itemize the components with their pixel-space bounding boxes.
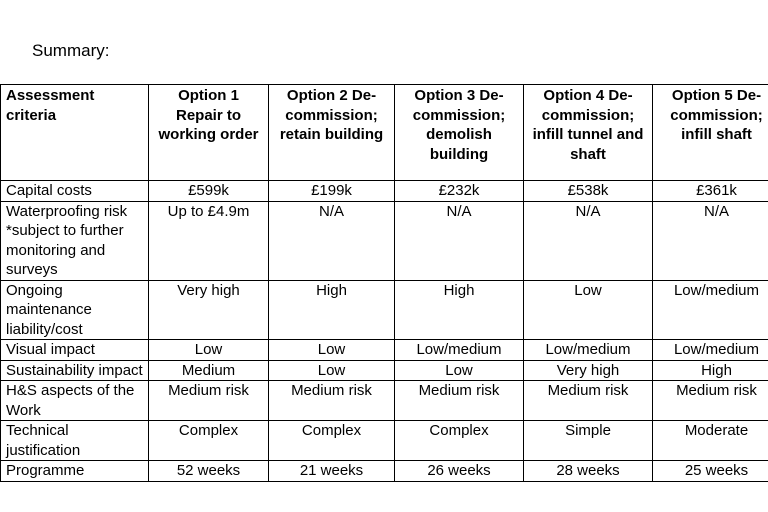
table-cell: 26 weeks	[395, 461, 524, 482]
table-cell: Medium risk	[524, 381, 653, 421]
table-row-capital-costs	[1, 181, 768, 202]
table-cell: £232k	[395, 181, 524, 202]
table-row-ongoing-maintenance	[1, 280, 768, 340]
table-cell: 25 weeks	[653, 461, 768, 482]
table-cell: Low/medium	[653, 280, 768, 340]
table-cell: Complex	[149, 421, 269, 461]
table-cell: Medium risk	[149, 381, 269, 421]
criteria-cell: H&S aspects of the Work	[1, 381, 149, 421]
criteria-cell: Programme	[1, 461, 149, 482]
table-cell: N/A	[653, 201, 768, 280]
table-cell: Very high	[524, 360, 653, 381]
table-cell: Medium risk	[269, 381, 395, 421]
table-cell: Medium risk	[653, 381, 768, 421]
table-row-visual-impact	[1, 340, 768, 361]
table-cell: Medium	[149, 360, 269, 381]
criteria-cell: Technical justification	[1, 421, 149, 461]
table-cell: 21 weeks	[269, 461, 395, 482]
criteria-cell: Visual impact	[1, 340, 149, 361]
criteria-cell: Capital costs	[1, 181, 149, 202]
header-option-5: Option 5 De-commission; infill shaft	[653, 85, 768, 181]
table-cell: Complex	[395, 421, 524, 461]
table-cell: High	[395, 280, 524, 340]
table-cell: Very high	[149, 280, 269, 340]
table-cell: High	[269, 280, 395, 340]
header-option-4: Option 4 De-commission; infill tunnel and shaft	[524, 85, 653, 181]
table-row-technical-justification	[1, 421, 768, 461]
table-cell: Medium risk	[395, 381, 524, 421]
table-row-sustainability-impact	[1, 360, 768, 381]
header-assessment-criteria: Assessment criteria	[1, 85, 149, 181]
table-cell: Low	[149, 340, 269, 361]
assessment-table	[0, 84, 768, 482]
table-cell: Low	[395, 360, 524, 381]
table-cell: 52 weeks	[149, 461, 269, 482]
table-cell: £599k	[149, 181, 269, 202]
header-option-1: Option 1 Repair to working order	[149, 85, 269, 181]
header-option-3: Option 3 De-commission; demolish building	[395, 85, 524, 181]
table-row-hs-aspects	[1, 381, 768, 421]
table-row-waterproofing-risk	[1, 201, 768, 280]
table-cell: Complex	[269, 421, 395, 461]
criteria-cell: Sustainability impact	[1, 360, 149, 381]
table-cell: Low	[269, 360, 395, 381]
table-cell: Low/medium	[524, 340, 653, 361]
table-cell: Up to £4.9m	[149, 201, 269, 280]
table-cell: £361k	[653, 181, 768, 202]
table-row-programme	[1, 461, 768, 482]
table-cell: 28 weeks	[524, 461, 653, 482]
table-cell: £199k	[269, 181, 395, 202]
summary-heading: Summary:	[32, 41, 110, 60]
table-cell: N/A	[395, 201, 524, 280]
table-body	[1, 181, 768, 482]
table-cell: High	[653, 360, 768, 381]
table-cell: £538k	[524, 181, 653, 202]
table-cell: Moderate	[653, 421, 768, 461]
table-cell: Low/medium	[395, 340, 524, 361]
criteria-cell: Ongoing maintenance liability/cost	[1, 280, 149, 340]
table-cell: Simple	[524, 421, 653, 461]
table-cell: N/A	[524, 201, 653, 280]
table-cell: Low	[269, 340, 395, 361]
criteria-cell: Waterproofing risk *subject to further monitoring and surveys	[1, 201, 149, 280]
header-option-2: Option 2 De-commission; retain building	[269, 85, 395, 181]
table-cell: N/A	[269, 201, 395, 280]
table-cell: Low	[524, 280, 653, 340]
table-cell: Low/medium	[653, 340, 768, 361]
table-header-row	[1, 85, 768, 181]
